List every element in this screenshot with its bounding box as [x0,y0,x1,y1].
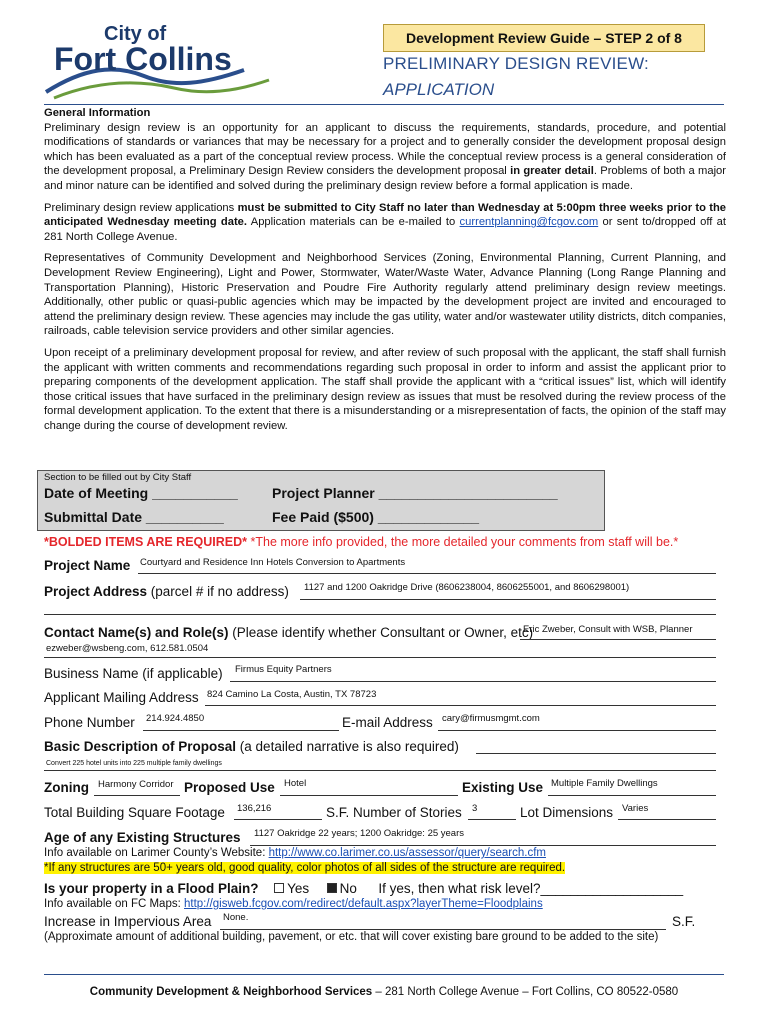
age-structures-label: Age of any Existing Structures [44,830,241,845]
contact-line-2 [44,657,716,658]
description-line-2 [44,770,716,771]
general-heading: General Information [44,107,151,119]
general-information [44,106,726,433]
impervious-unit: S.F. [672,914,696,929]
zoning-line [94,795,180,796]
email-line [438,730,716,731]
fc-maps-link[interactable]: http://gisweb.fcgov.com/redirect/default.aspx?layerTheme=Floodplains [184,898,543,910]
flood-plain-label: Is your property in a Flood Plain? [44,881,259,896]
stories-label: S.F. Number of Stories [326,805,462,820]
logo-text-1: City of [104,23,167,45]
paragraph-3: Representatives of Community Development and Neighborhood Services (Zoning, Environmental Planning, Current Planning, and Development Review Engineering), Light and Power, Stormwater, Water/Waste Water, Advance Planning (Long Range Planning and Transportation Planning), Historic Preservation and Poudre Fire Authority regularly attend preliminary design review meetings. Additionally, other public or quasi-public agencies which may be impacted by the development project are invited and encouraged to attend the preliminary design review. These agencies may include the gas utility, water and/or wastewater utility districts, ditch companies, railroads, cable television service providers and other similar agencies. [44,252,726,338]
description-label: Basic Description of Proposal (a detailed narrative is also required) [44,739,459,754]
age-structures-line [250,845,716,846]
larimer-link[interactable]: http://www.co.larimer.co.us/assessor/query/search.cfm [268,847,546,859]
square-footage-label: Total Building Square Footage [44,805,225,820]
page-title: PRELIMINARY DESIGN REVIEW: [383,54,649,73]
step-banner: Development Review Guide – STEP 2 of 8 [383,24,705,52]
mailing-address-line [205,705,716,706]
impervious-note: (Approximate amount of additional building, pavement, or etc. that will cover existing bare ground to be added to the site) [44,931,659,943]
impervious-line [220,929,666,930]
mailing-address-label: Applicant Mailing Address [44,690,199,705]
yes-checkbox[interactable] [274,883,284,893]
phone-label: Phone Number [44,715,135,730]
flood-plain-row [44,881,683,896]
required-note: *BOLDED ITEMS ARE REQUIRED* *The more info provided, the more detailed your comments from staff will be.* [44,535,679,549]
date-of-meeting-field[interactable]: Date of Meeting ___________ [44,485,238,501]
project-address-label: Project Address (parcel # if no address) [44,584,289,599]
email-label: E-mail Address [342,715,433,730]
business-name-input[interactable]: Firmus Equity Partners [235,664,332,675]
mailing-address-input[interactable]: 824 Camino La Costa, Austin, TX 78723 [207,689,377,700]
business-name-label: Business Name (if applicable) [44,666,223,681]
submittal-date-field[interactable]: Submittal Date __________ [44,509,224,525]
logo-text-2: Fort Collins [54,41,232,77]
city-logo [44,18,284,102]
contact-input[interactable]: Eric Zweber, Consult with WSB, Planner [523,624,693,635]
staff-note: Section to be filled out by City Staff [44,472,192,483]
email-input[interactable]: cary@firmusmgmt.com [442,713,540,724]
description-line [476,753,716,754]
age-structures-input[interactable]: 1127 Oakridge 22 years; 1200 Oakridge: 25 years [254,828,465,839]
footer: Community Development & Neighborhood Services – 281 North College Avenue – Fort Collins, CO 80522-0580 [89,986,679,998]
flood-no-option[interactable]: No [327,881,357,896]
existing-use-input[interactable]: Multiple Family Dwellings [551,778,658,789]
stories-line [468,819,516,820]
square-footage-input[interactable]: 136,216 [237,803,272,814]
flood-yes-option[interactable]: Yes [274,881,309,896]
proposed-use-label: Proposed Use [184,780,275,795]
flood-risk-level[interactable]: If yes, then what risk level?___________________ [378,881,684,896]
proposed-use-line [280,795,458,796]
larimer-info: Info available on Larimer County’s Website: http://www.co.larimer.co.us/assessor/query/search.cfm [44,847,546,859]
zoning-label: Zoning [44,780,89,795]
existing-use-label: Existing Use [462,780,544,795]
impervious-input[interactable]: None. [223,912,249,923]
square-footage-line [234,819,322,820]
page-subtitle: APPLICATION [383,80,495,99]
footer-divider [44,974,724,975]
project-address-line-2 [44,614,716,615]
project-name-label: Project Name [44,558,131,573]
phone-line [143,730,339,731]
contact-input-2[interactable]: ezweber@wsbeng.com, 612.581.0504 [46,643,209,654]
no-checkbox-checked[interactable] [327,883,337,893]
fc-maps-info: Info available on FC Maps: http://gisweb.fcgov.com/redirect/default.aspx?layerTheme=Floodplains [44,898,543,910]
project-name-line [138,573,716,574]
impervious-label: Increase in Impervious Area [44,914,212,929]
header-divider [44,104,724,105]
project-address-line [300,599,716,600]
city-logo-graphic [44,18,284,102]
description-input[interactable]: Convert 225 hotel units into 225 multiple family dwellings [46,760,222,767]
proposed-use-input[interactable]: Hotel [284,778,307,789]
project-address-input[interactable]: 1127 and 1200 Oakridge Drive (8606238004, 8606255001, and 8606298001) [304,582,630,593]
fee-paid-field[interactable]: Fee Paid ($500) _____________ [272,509,480,525]
existing-use-line [548,795,716,796]
phone-input[interactable]: 214.924.4850 [146,713,205,724]
paragraph-1: Preliminary design review is an opportunity for an applicant to discuss the requirements, standards, procedure, and potential modifications of standards or variances that may be necessary for a project and to generally consider the development proposal design which has been evaluated as a part of the conceptual review process. While the conceptual review process is a general consideration of the development proposal, a Preliminary Design Review considers the development proposal in greater detail. Problems of both a major and minor nature can be identified and solved during the preliminary design review before a formal application is made. [44,121,727,192]
photo-note: *If any structures are 50+ years old, good quality, color photos of all sides of the structure are required. [44,862,566,874]
business-name-line [230,681,716,682]
zoning-input[interactable]: Harmony Corridor [98,779,174,790]
email-link[interactable]: currentplanning@fcgov.com [459,216,599,229]
lot-dimensions-input[interactable]: Varies [622,803,649,814]
project-name-input[interactable]: Courtyard and Residence Inn Hotels Conversion to Apartments [140,557,406,568]
lot-dimensions-label: Lot Dimensions [520,805,614,820]
project-planner-field[interactable]: Project Planner _______________________ [272,485,558,501]
contact-label: Contact Name(s) and Role(s) (Please identify whether Consultant or Owner, etc) [44,625,534,640]
stories-input[interactable]: 3 [472,803,478,814]
paragraph-4: Upon receipt of a preliminary development proposal for review, and after review of such proposal with the applicant, the staff shall furnish the applicant with written comments and recommendations regarding such proposal in order to inform and assist the applicant prior to preparing components of the development application. The staff shall provide the applicant with a “critical issues” list, which will identify those critical issues that have surfaced in the preliminary design review as issues that must be resolved during the review process of the formal development application. To the extent that there is a misunderstanding or a misrepresentation of facts, the opinion of the staff may change during the course of development review. [44,346,726,432]
contact-line [520,639,716,640]
lot-dimensions-line [618,819,716,820]
paragraph-2: Preliminary design review applications must be submitted to City Staff no later than Wednesday at 5:00pm three weeks prior to the anticipated Wednesday meeting date. Application materials can be e-mailed to currentplanning@fcgov.com or sent to/dropped off at 281 North College Avenue. [44,201,727,243]
